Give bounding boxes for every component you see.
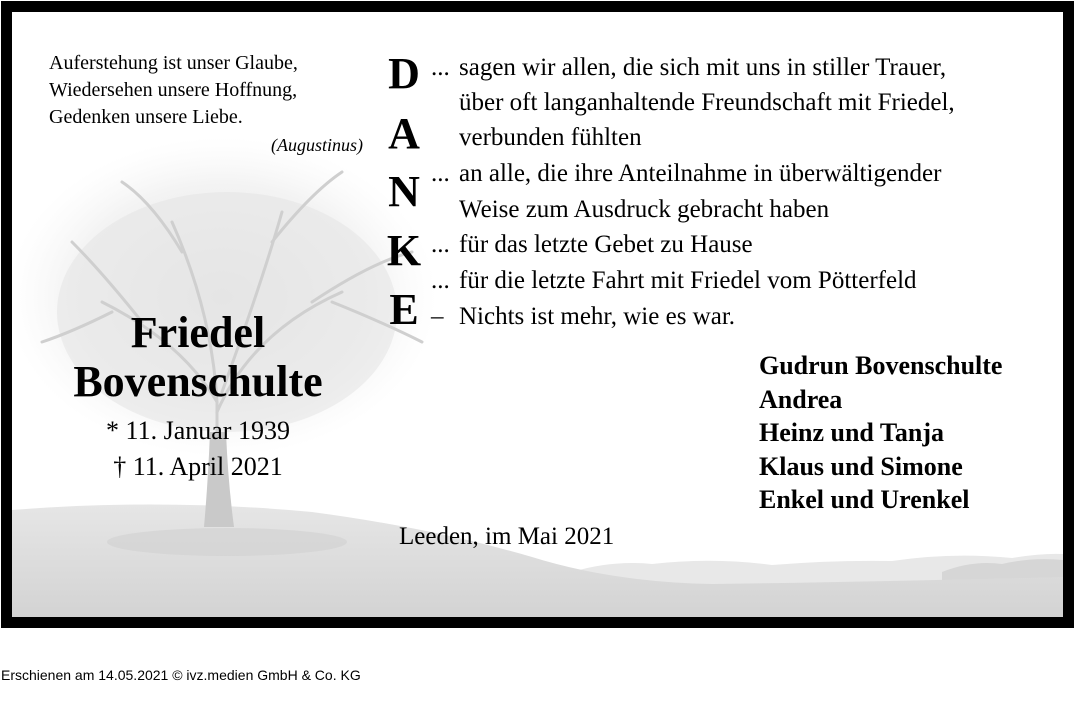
thanks-line: Nichts ist mehr, wie es war. xyxy=(459,303,736,330)
quote-line: Wiedersehen unsere Hoffnung, xyxy=(49,79,298,101)
signer-name: Gudrun Bovenschulte xyxy=(759,351,1003,380)
danke-letter-n: N xyxy=(388,167,420,216)
quote-line: Auferstehung ist unser Glaube, xyxy=(49,52,298,74)
signer-name: Andrea xyxy=(759,384,843,414)
notice-frame xyxy=(1,1,1074,628)
signers xyxy=(759,349,1002,517)
thanks-line: über oft langanhaltende Freundschaft mit Friedel, xyxy=(459,89,955,116)
deceased-last-name: Bovenschulte xyxy=(73,357,323,406)
signer-name: Klaus und Simone xyxy=(759,451,963,481)
signer-name: Enkel und Urenkel xyxy=(759,485,970,514)
quote-line: Gedenken unsere Liebe. xyxy=(49,106,243,128)
danke-letter-e: E xyxy=(389,285,419,334)
thanks-line: für die letzte Fahrt mit Friedel vom Pötterfeld xyxy=(459,267,917,294)
deceased-first-name: Friedel xyxy=(130,308,266,357)
thanks-line: sagen wir allen, die sich mit uns in stiller Trauer, xyxy=(459,54,947,81)
quote-author: (Augustinus) xyxy=(271,135,363,155)
line-marker: ... xyxy=(431,231,450,258)
quote xyxy=(49,50,363,155)
notice-card xyxy=(12,12,1063,617)
line-marker: ... xyxy=(431,160,450,187)
line-marker: – xyxy=(431,303,444,330)
publication-footer: Erschienen am 14.05.2021 © ivz.medien GmbH & Co. KG xyxy=(1,667,361,683)
line-marker: ... xyxy=(431,267,450,294)
thanks-line: verbunden fühlten xyxy=(459,124,642,151)
signer-name: Heinz und Tanja xyxy=(759,418,944,447)
thanks-line: Weise zum Ausdruck gebracht haben xyxy=(459,196,830,223)
danke-letter-d: D xyxy=(388,49,420,98)
danke-letter-k: K xyxy=(386,226,422,275)
thanks-line: für das letzte Gebet zu Hause xyxy=(459,231,753,258)
line-marker: ... xyxy=(431,54,450,81)
death-date: † 11. April 2021 xyxy=(113,452,283,481)
thanks-line: an alle, die ihre Anteilnahme in überwältigender xyxy=(459,160,942,187)
birth-date: * 11. Januar 1939 xyxy=(106,416,290,445)
place-date: Leeden, im Mai 2021 xyxy=(399,523,615,550)
danke-letter-a: A xyxy=(388,109,420,158)
